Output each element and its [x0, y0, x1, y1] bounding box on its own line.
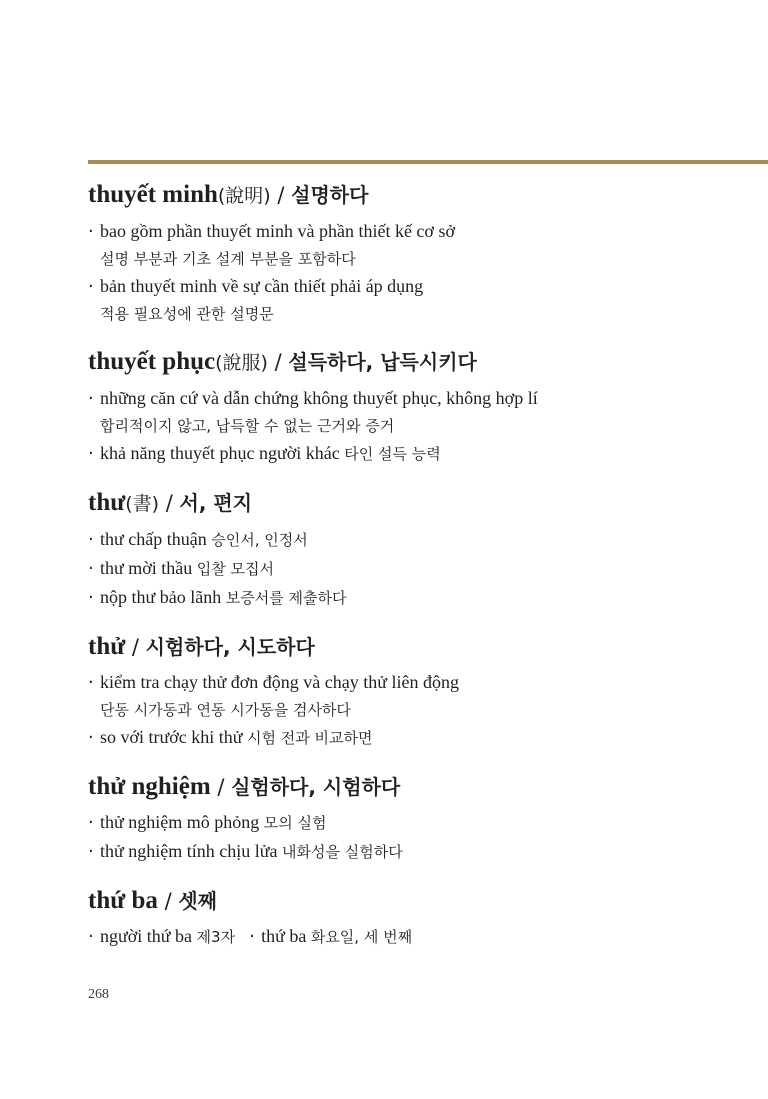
example-vietnamese: những căn cứ và dẫn chứng không thuyết phục, không hợp lí [100, 388, 538, 408]
example-korean: 모의 실험 [263, 814, 327, 832]
headword-korean: 설명하다 [291, 183, 369, 207]
dictionary-entry [88, 178, 748, 327]
bullet: · [88, 587, 94, 608]
headword-term: thứ ba [88, 887, 158, 914]
example-line [88, 554, 748, 583]
example-vietnamese: bao gồm phần thuyết minh và phần thiết kế cơ sở [100, 221, 455, 241]
bullet: · [88, 443, 94, 464]
headword-separator: / [270, 183, 292, 207]
headword-separator: / [267, 350, 289, 374]
bullet: · [88, 388, 94, 409]
example-korean: 제3자 [196, 928, 236, 946]
example-vietnamese: thử nghiệm tính chịu lửa [100, 841, 278, 861]
example-korean: 타인 설득 능력 [344, 445, 441, 463]
example-korean: 승인서, 인정서 [211, 531, 308, 549]
entry-list [88, 178, 748, 969]
example-line [88, 439, 748, 468]
headword [88, 884, 748, 918]
example-line [88, 723, 748, 752]
headword-separator: / [125, 635, 146, 659]
example-korean: 시험 전과 비교하면 [247, 729, 373, 747]
bullet: · [249, 926, 255, 947]
example-line [88, 668, 748, 697]
headword-term: thuyết phục [88, 348, 216, 375]
headword-korean: 설득하다, 납득시키다 [288, 350, 477, 374]
headword-hanja: (書) [125, 493, 160, 515]
headword [88, 178, 748, 213]
example-vietnamese: nộp thư bảo lãnh [100, 587, 222, 607]
headword-korean: 시험하다, 시도하다 [145, 635, 315, 659]
bullet: · [88, 529, 94, 550]
example-line [88, 583, 748, 612]
bullet: · [88, 672, 94, 693]
example-translation: 적용 필요성에 관한 설명문 [100, 305, 274, 323]
example-line [88, 384, 748, 413]
dictionary-entry [88, 345, 748, 468]
example-vietnamese: khả năng thuyết phục người khác [100, 443, 340, 463]
example-line [88, 808, 748, 837]
bullet: · [88, 812, 94, 833]
example-korean: 보증서를 제출하다 [225, 589, 347, 607]
bullet: · [88, 727, 94, 748]
bullet: · [88, 926, 94, 947]
headword [88, 630, 748, 664]
headword [88, 770, 748, 804]
example-vietnamese: người thứ ba [100, 926, 193, 946]
bullet: · [88, 276, 94, 297]
headword-hanja: (說服) [215, 352, 268, 374]
headword-korean: 셋째 [178, 889, 217, 913]
headword-separator: / [157, 889, 179, 913]
example-vietnamese: thư chấp thuận [100, 529, 207, 549]
dictionary-entry [88, 770, 748, 866]
headword-term: thử [88, 633, 126, 660]
headword [88, 486, 748, 521]
example-line [88, 217, 748, 246]
dictionary-entry [88, 630, 748, 752]
headword-separator: / [159, 491, 180, 515]
example-translation: 설명 부분과 기초 설계 부분을 포함하다 [100, 250, 356, 268]
headword-korean: 실험하다, 시험하다 [231, 775, 401, 799]
example-vietnamese: thư mời thầu [100, 558, 193, 578]
example-vietnamese: thứ ba [261, 926, 307, 946]
headword-korean: 서, 편지 [179, 491, 253, 515]
bullet: · [88, 558, 94, 579]
example-line [88, 272, 748, 301]
example-vietnamese: so với trước khi thử [100, 727, 243, 747]
example-translation: 단동 시가동과 연동 시가동을 검사하다 [100, 701, 351, 719]
example-vietnamese: bản thuyết minh về sự cần thiết phải áp dụng [100, 276, 424, 296]
dictionary-entry [88, 884, 748, 951]
example-line [88, 837, 748, 866]
example-vietnamese: thử nghiệm mô phỏng [100, 812, 260, 832]
headword-term: thử nghiệm [88, 773, 211, 800]
top-rule [88, 160, 768, 164]
bullet: · [88, 841, 94, 862]
example-line [88, 922, 748, 951]
headword-term: thuyết minh [88, 181, 218, 208]
page-number: 268 [88, 987, 109, 1002]
bullet: · [88, 221, 94, 242]
example-korean: 화요일, 세 번째 [310, 928, 413, 946]
headword-hanja: (說明) [217, 185, 271, 207]
example-korean: 내화성을 실험하다 [282, 843, 403, 861]
headword [88, 345, 748, 380]
headword-separator: / [210, 775, 232, 799]
headword-term: thư [88, 489, 126, 516]
example-line [88, 525, 748, 554]
dictionary-entry [88, 486, 748, 612]
example-vietnamese: kiểm tra chạy thử đơn động và chạy thử liên động [100, 672, 459, 692]
example-translation: 합리적이지 않고, 납득할 수 없는 근거와 증거 [100, 417, 395, 435]
example-korean: 입찰 모집서 [196, 560, 274, 578]
